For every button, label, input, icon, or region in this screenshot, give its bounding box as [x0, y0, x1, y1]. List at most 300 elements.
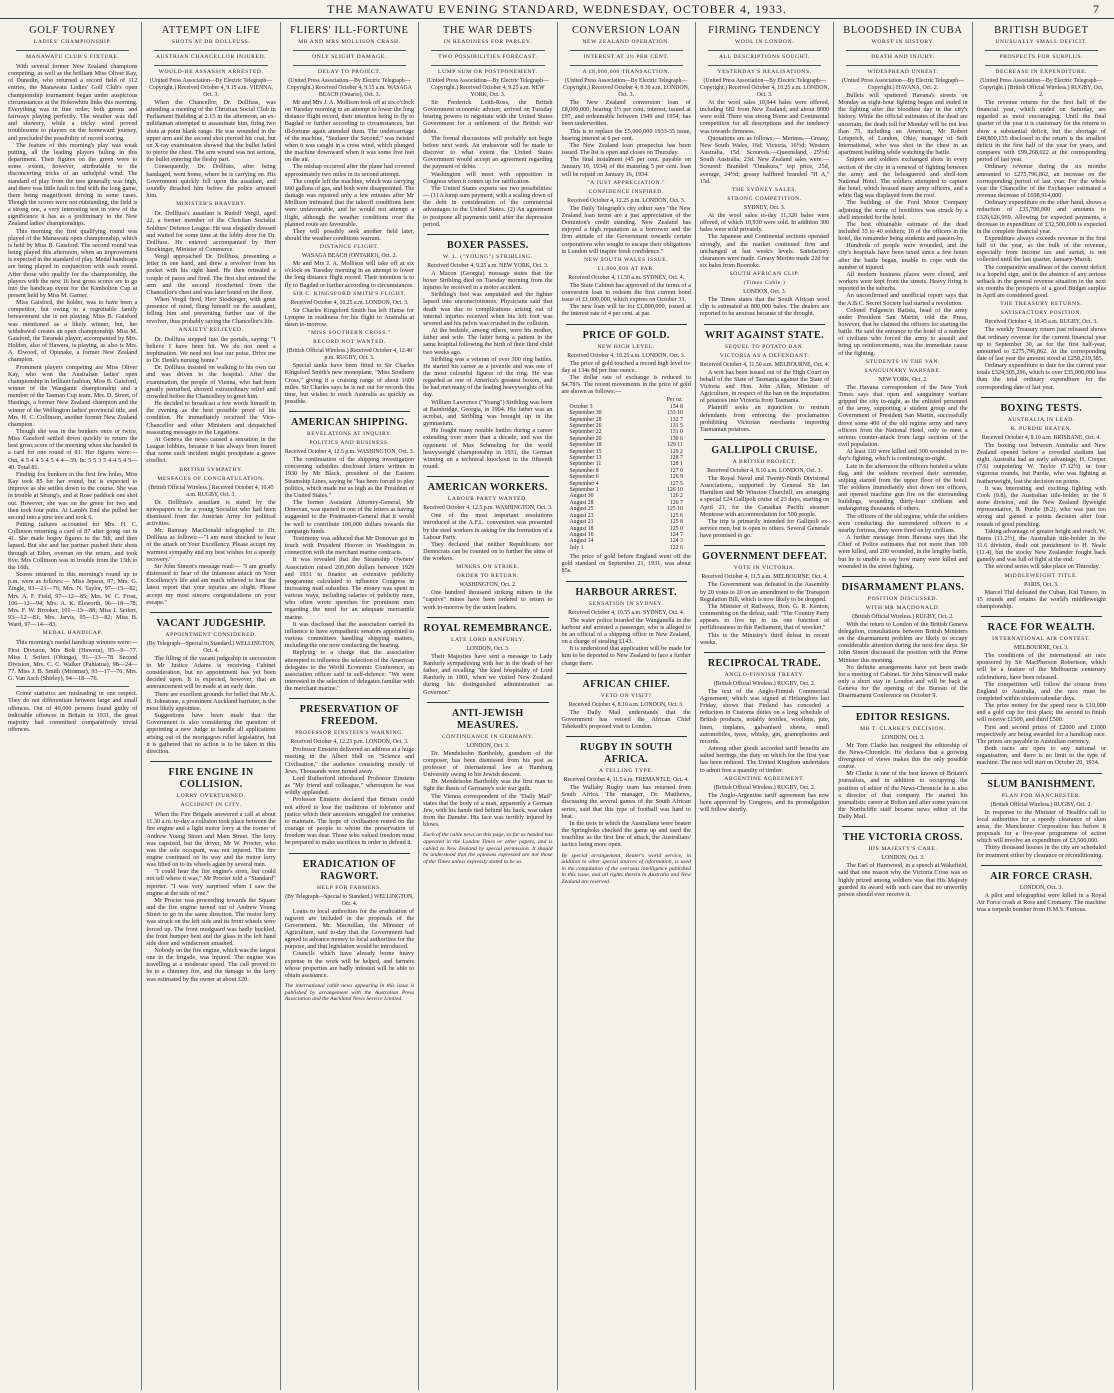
column-fliers [281, 22, 419, 1390]
table-cell-price: 130 6 [669, 435, 683, 442]
table-cell-date: September 8 [569, 467, 599, 474]
paragraph: Testimony was adduced that Mr Donovan got in touch with President Hoover in Washington in connection with the merchant marine contracts. [284, 534, 415, 557]
paragraph: Mr. Ramsay MacDonald telegraphed to Dr. Dollfuss as follows:—"I am most shocked to hear of the attack on Your Excellency. Please accept my warmest sympathy and my best wishes for a speedy recovery." [146, 527, 276, 563]
subhead: TWO POSSIBILITIES FORECAST. [438, 54, 538, 60]
table-cell-date: August 28 [569, 499, 594, 506]
subhead: BRITISH SYMPATHY. [179, 466, 243, 473]
table-cell-date: August 14 [569, 538, 594, 545]
paragraph: An unconfirmed and unofficial report says that the A.B.C. Secret Society had started a revolution. [838, 292, 968, 307]
divider [570, 65, 683, 66]
divider [566, 673, 687, 674]
subhead: WORST IN HISTORY. [871, 39, 935, 45]
paragraph: Prominent players competing are Miss Oliver Kay, who won the Australian ladies' open championship in brilliant fashion, Miss B. Gaisford, winner of the Wanganui championship and a member of the Tasman Cup team, Mrs. D. Street, of Hastings, a former New Zealand champion and the winner of the Wellington ladies' provincial title, and Mrs. H. C. Collinson, another former New Zealand champion. [8, 363, 138, 428]
paragraph: At Geneva the news caused a sensation in the League lobbies, because it has always been feared that some such incident might precipitate a grave conflict. [146, 435, 276, 465]
divider [842, 826, 963, 827]
dateline: NEW YORK, Oct. 2. [878, 376, 928, 383]
headline-price-of-gold: PRICE OF GOLD. [582, 329, 670, 341]
dateline: SYDNEY, Oct. 3. [743, 204, 786, 211]
headline-victoria-cross: THE VICTORIA CROSS. [843, 832, 963, 844]
headline-disarmament-plans: DISARMAMENT PLANS. [841, 581, 965, 593]
subhead: NEW SOUTH WALES ISSUE. [584, 256, 669, 263]
subhead: NEW ZEALAND OPERATION. [582, 39, 670, 45]
table-cell-price: 125 8 [669, 519, 683, 526]
subhead: SANGUINARY WARFARE. [864, 367, 942, 374]
dateline: (By Telegraph—Special to Standard.) WELLINGTON, Oct. 4. [285, 893, 414, 907]
table-header: Per oz. [666, 397, 683, 404]
divider [289, 853, 410, 854]
headline-government-defeat: GOVERNMENT DEFEAT. [702, 551, 828, 563]
divider [566, 581, 687, 582]
divider [154, 50, 267, 51]
subhead: HIS MAJESTY'S CARE. [868, 846, 938, 853]
subhead: PROFESSOR EINSTEIN'S WARNING. [295, 730, 404, 737]
paragraph: The Havana correspondent of the New York Times says that open and sanguinary warfare gripped the city to-night, as the enlisted personnel of the army, supporting a student group and the Government of President San Martin, successfully drove some 400 of the old regime army and navy officers from the National Hotel, only to meet a serious counter-attack from large sections of the civil population. [838, 383, 968, 449]
table-cell-date: October 3 [569, 403, 593, 410]
table-cell-price: 134 8 [669, 403, 683, 410]
table-cell-price: 129 2 [669, 448, 683, 455]
subhead: DECREASE IN EXPENDITURE. [995, 69, 1088, 75]
subhead: PLAN FOR MANCHESTER. [1001, 792, 1082, 799]
paragraph: One hundred thousand striking miners in the "captive" mines have been ordered to return to work to-morrow by the union leaders. [423, 589, 553, 611]
paragraph: The Anglo-Argentine tariff agreement has now been approved by Congress, and its promulgation will follow shortly. [699, 791, 830, 813]
divider [981, 397, 1102, 398]
table-cell-date: September 22 [569, 429, 602, 436]
paragraph: At the wool sales 10,944 bales were offered, including 682 from New Zealand, and about 8000 were sold. There was strong Home and Continental competition for all descriptions and the tendency was towards firmness. [699, 99, 830, 135]
subhead: AUSTRALIA IN LEAD. [1007, 416, 1075, 423]
headline-writ-against-state: WRIT AGAINST STATE. [705, 329, 824, 341]
paragraph: The Government was defeated in the Assembly by 20 votes to 20 on an amendment to the Transport Regulation Bill, which is now likely to be dropped. [699, 581, 830, 603]
footnote: Each of the cable news on this page, so far as headed has appeared in the London Times or other papers, and is cabled to New Zealand by special permission. It should be understood that the opinions expressed are not those of the Times unless expressly stated to be so. [423, 832, 553, 865]
divider [708, 50, 821, 51]
table-cell-date: September 30 [569, 410, 602, 417]
column-dollfuss [142, 22, 280, 1390]
divider [846, 50, 959, 51]
paragraph: It was disclosed that the association carried its influence to have sympathetic senators appointed to various committees handling shipping matters, including the one now conducting the hearing. [284, 620, 415, 650]
subhead: SOUTH AFRICAN CLIP. [729, 271, 800, 278]
subhead: WOULD-BE ASSASSIN ARRESTED. [158, 69, 264, 75]
table-cell-date: September 13 [569, 455, 602, 462]
paragraph: The feature of this morning's play was weak putting, all the leading players failing in this department. Their figures on the green were to some extent, however, attributable to the disconcerting tricks of an unhelpful wind. The standard of play from the tees generally was high, and there was little fault to find with the long game, there being magnificent driving in some cases. Though the scores were not outstanding, the field is a strong one, a very interesting test in view of the significance it has as a preliminary to the New Zealand ladies' championships. [8, 141, 138, 228]
table-cell-date: September 11 [569, 461, 602, 468]
headline-anti-jewish-measures: ANTI-JEWISH MEASURES. [451, 707, 524, 731]
subhead: ANGLO-FINNISH TREATY. [724, 671, 805, 678]
dateline: (United Press Association—By Electric Telegraph—Copyright.) Received October 4, 9.15 a.m. WASAGA BEACH (Ontario), Oct. 3. [286, 78, 412, 98]
paragraph: In response to the Minister of Health's call to local authorities for a speedy clearance of slum areas, the Manchester Corporation has before it proposals for a five-year programme of action which will involve an expenditure of £3,500,000. [976, 808, 1106, 845]
paragraph: Dr. Mendelsohn Bartholdy was the first man to fight the thesis of Germany's sole war guilt. [423, 778, 553, 793]
subhead: PROSPECTS FOR SURPLUS. [999, 54, 1084, 60]
dateline: (British Official Wireless.) RUGBY, Oct. 2. [713, 784, 816, 791]
dateline: Received October 4, 10.25 a.m. LONDON, Oct. 3. [567, 352, 686, 359]
table-cell-price: 125 10 [666, 506, 683, 513]
paragraph: Both races are open to any national or organisation, and there is no limit to the type of machine. The race will start on October 20, 1934. [976, 745, 1106, 767]
paragraph: When the Chancellor, Dr. Dollfuss, was attending a meeting of the Christian Social Club in Parliament Building at 2.15 in the afternoon, an ex-militiaman attempted to assassinate him, firing two shots at point blank range. He was wounded in the upper arm and the second shot pierced his coat, but on X-ray examination showed that the bullet failed to pierce the chest. The arm wound was not serious, the bullet entering the fleshy part. [146, 99, 276, 164]
dateline: Received October 4, 9.25 a.m. NEW YORK, Oct. 3. [427, 262, 549, 269]
subhead: UNUSUALLY SMALL DEFICIT. [995, 39, 1088, 45]
divider [704, 324, 825, 325]
divider [704, 439, 825, 440]
headline-fire-engine: FIRE ENGINE IN COLLISION. [168, 767, 254, 791]
subhead: VICTORIA AS A DEFENDANT. [719, 352, 810, 359]
table-cell-date: September 15 [569, 448, 602, 455]
subhead: MINISTER'S BRAVERY. [176, 201, 246, 208]
headline-ragwort: ERADICATION OF RAGWORT. [302, 858, 397, 882]
dateline: (British Official Wireless.) Received October 4, 12.40 p.m. RUGBY, Oct. 3. [286, 348, 413, 362]
dateline: LONDON, Oct. 3. [466, 742, 510, 749]
subhead: THE SYDNEY SALES. [732, 186, 797, 193]
paragraph: Scores returned in this morning's round up to p.m. were as follows:— Miss Jepson, 97; Mrs. G. Zingle, 93—21—76; Mrs. N. Taylor, 97—15—82; Mrs. A. F. Field, 97—12—85; Mrs. W. C. Frost, 106—12—94; Mrs. A. K. Elsworth, 96—18—78; Mrs. F. W. Brooker, 101—13—88; Miss I. Seifert, 93—12—81; Mrs. Jarvis, 95—13—82; Miss B. Ward, 97—14—83. [8, 571, 138, 629]
subhead: WIDESPREAD UNREST. [867, 69, 939, 75]
subhead: ALL DESCRIPTIONS SOUGHT. [719, 54, 811, 60]
divider [289, 698, 410, 699]
paragraph: Consequently, Dr. Dollfuss, after being bandaged, went home, where he is carrying on. His Government quickly fell upon the assailant, and soundly thrashed him before the police arrested him. [146, 163, 276, 200]
paragraph: The Royal Naval and Twenty-Ninth Divisional Associations, supported by General Sir Ian Hamilton and Mr Winston Churchill, are arranging a special £24 Gallipoli cruise of 23 days, starting on April 21, for the Canadian Pacific steamer Montrose with accommodation for 500 people. [699, 475, 830, 518]
paragraph: This morning's medal handicap winners were:— First Division, Mrs Bolt (Hawera), 95—9—77. Miss I. Seifert (Ohinga), 91—13—78. Second Division, Mrs. C. C. Walker (Pahiatua), 98—24—77. Miss J. B. Smith (Miramar), 93—17—76. Mrs. G. Van Asch (Shirley), 94—18—76. [8, 639, 138, 683]
paragraph: The filling of the vacant judgeship in succession to Mr Justice Adams is receiving Cabinet consideration, but no appointment has yet been decided upon. It is expected, however, that an announcement will be made at an early date. [146, 654, 276, 691]
headline-boxer-passes: BOXER PASSES. [446, 239, 529, 251]
subhead: WITH MR MACDONALD. [865, 604, 941, 611]
paragraph: The Earl of Harewood, in a speech at Wakefield, said that one reason why the Victoria Cross was so highly prized among soldiers was that His Majesty guarded its award with such care that no unworthy person should ever receive it. [838, 862, 968, 898]
headline-preservation-of-freedom: PRESERVATION OF FREEDOM. [299, 704, 400, 728]
subhead: MANAWATU CLUB'S FIXTURE. [25, 54, 120, 60]
paragraph: The Wallaby Rugby team has returned from South Africa. The manager, Dr. Matthews, discussing the several games of the South African series, said that this type of football was hard to beat. [561, 784, 691, 820]
paragraph: This is to replace the £5,000,000 1933-35 issue, bearing interest at 6 per cent. [561, 127, 691, 142]
headline-firming-tendency: FIRMING TENDENCY [708, 25, 822, 36]
paragraph: With the return to London of the British Geneva delegation, consultations between British Ministers on the disarmament problem are likely to occupy considerable attention during the next few days. Sir John Simon discussed the position with the Prime Minister this morning. [838, 620, 968, 664]
paragraph: The State Cabinet has approved of the terms of a conversion loan to redeem the first current bond issue of £1,000,000, which expires on October 31. [561, 281, 691, 304]
paragraph: When the Fire Brigade answered a call at about 11.30 a.m. to-day a collision took place between the fire engine and a light motor lorry at the corner of Andrew Young Street and Main Street. The lorry was capsized, but the driver, Mr W. Procter, who was the sole occupant, was not injured. The fire engine continued on its way and the motor lorry was lifted on to its wheels again by several men. [146, 811, 276, 869]
divider [150, 761, 271, 762]
paragraph: Sir John Simon's message read:— "I am greatly distressed to hear of the infamous attack on Your Excellency's life and am much relieved to hear the latest report that your injuries are slight. Please accept my most sincere congratulations on your escape." [146, 562, 276, 606]
subhead: CONTINUANCE IN GERMANY. [441, 733, 534, 740]
divider [293, 50, 406, 51]
paragraph: Nobody on the fire engine, which was the largest one in the brigade, was injured. The engine was travelling at a moderate speed. The call proved to be to a chimney fire, and the damage to the lorry was estimated by the owner at about £20. [146, 947, 276, 983]
dateline: Received October 4, 11.50 a.m. SYDNEY, Oct. 4. [568, 274, 685, 281]
paragraph: Mr Clarke is one of the best known of Britain's journalists, and in addition to occupying the position of editor of the News-Chronicle he is also a director of that company. He started his journalistic career at Bolton and after some years on the Northcliffe staff became news editor of the Daily Mail. [838, 770, 968, 821]
divider [16, 50, 129, 51]
divider [566, 324, 687, 325]
paragraph: The dollar rate of exchange is reduced to $4.78⅞. The recent movements in the price of gold are shown as follows:— [561, 373, 691, 396]
divider [431, 65, 544, 66]
subhead: MESSAGES OF CONGRATULATION. [157, 475, 265, 482]
table-cell-price: 126 7 [669, 499, 683, 506]
paragraph: This morning the first qualifying round was played of the Manawatu open championship, which is held by Miss B. Gaisford. The second round was being played this afternoon, when an improvement is expected in the standard of play. Medal handicaps are being played in conjunction with each round. After those who qualify for the championship, the players with the next 16 best gross scores are to go into the handicap event for the Kimbolton Cup at present held by Miss M. Garner. [8, 227, 138, 299]
subhead: MR AND MRS MOLLISON CRASH. [298, 39, 401, 45]
paragraph: Professor Einstein delivered an address at a huge meeting in the Albert Hall on "Science and Civilisation," the audience consisting mostly of Jews. Thousands were turned away. [284, 746, 415, 775]
paragraph: Snipers and soldiers exchanged shots in every section of the city in a renewal of fighting between the army and the beleaguered and shell-torn National Hotel. The soldiers attempted to capture the hotel, which housed many army officers, and a white flag was displayed from the roof. [838, 156, 968, 200]
paragraph: Taking advantage of greater height and reach, W. Burns (11.2½), the Australian title-holder in the 11.6 division, dealt out punishment to H. Neale (11.4), but the stocky New Zealander fought back gamely and was full of fight at the end. [976, 527, 1106, 564]
paragraph: Mr and Mrs J. A. Mollison will take off at six o'clock on Tuesday morning in an attempt to lower the long distance flight record. Their intention is to fly to Bagdad or further according to circumstances. [284, 260, 415, 289]
dateline: Received October 4, 10.55 a.m. SYDNEY, Oct. 4. [568, 609, 685, 616]
dateline: Received October 4, 12.5 p.m. WASHINGTON, Oct. 3. [284, 449, 415, 456]
paragraph: Quotations are as follows:— Merinos.—Greasy, New South Wales, 16d; Victoria, 16½d; Western Australia, 15d. Scoureds.—Queensland, 25½d; South Australia, 23d. New Zealand sales were:—Scoured: Branded "Omakura," top price, 25d, average, 24½d; greasy halfbred branded "H A," 15d. [699, 134, 830, 185]
subhead: DELAY TO PROJECT. [317, 69, 381, 75]
subhead: NEW HIGH LEVEL. [597, 343, 655, 350]
masthead [0, 0, 1114, 19]
paragraph: Colonel Fulgencio Batista, head of the army under President San Martin, told the Press, however, that he claimed the officers for starting the battle. He said the entrance to the hotel of a number of civilians who forced the army to assault and bring up reinforcements, was the immediate cause of the fighting. [838, 306, 968, 357]
table-cell-price: 126 10 [666, 487, 683, 494]
table-cell-date: August 21 [569, 519, 594, 526]
headline-race-for-wealth: RACE FOR WEALTH. [987, 622, 1095, 634]
subhead: INTEREST AT 3½ PER CENT. [583, 54, 669, 60]
paragraph: One of the most important resolutions introduced at the A.F.L. convention was presented by the steel workers in asking for the formation of a Labour Party. [423, 512, 553, 541]
paragraph: The new loan will be for £1,000,000, issued at the interest rate of 4 per cent. at par. [561, 303, 691, 318]
column-golf [4, 22, 142, 1390]
subhead: LUMP SUM OR POSTPONEMENT. [438, 69, 538, 75]
divider [981, 616, 1102, 617]
paragraph: Stribling's foot was amputated and the fighter lapsed into unconsciousness. Physicians said that death was due to complications arising out of internal injuries received when his left foot was severed and his pelvis was crushed in the collision. [423, 291, 553, 327]
divider [570, 50, 683, 51]
table-cell-price: 129 11 [667, 442, 683, 449]
dateline: Received October 4, 8.10 a.m. BRISBANE, Oct. 4. [981, 434, 1101, 441]
paragraph: The Times states that the South African wool clip is estimated at 800,000 bales. The dealers are reported to be anxious because of the drought. [699, 296, 830, 318]
dateline: Received October 4, 11.5 a.m. FREMANTLE, Oct. 4. [563, 777, 689, 784]
table-cell-price: 127 5 [669, 480, 683, 487]
divider [427, 476, 548, 477]
paragraph: The water police boarded the Wanganella in the harbour and arrested a passenger, who is alleged to be an official of a shipping office in New Zealand, on a charge of stealing £143. [561, 616, 691, 646]
subhead: ACCIDENT IN CITY. [180, 802, 242, 809]
table-cell-price: 131 0 [669, 429, 683, 436]
dateline: (United Press Association—By Electric Telegraph—Copyright.) (British Official Wireless.) RUGBY, Oct. 2. [979, 78, 1104, 98]
column-conversion-loan [558, 22, 696, 1390]
paragraph: At the bedside, among others, were his mother, father and wife. The latter being a patient in the same hospital following the birth of their third child two weeks ago. [423, 327, 553, 356]
paragraph: Putting failures accounted for Mrs. H. C. Collinson returning a card of 87 after going out in 41. She made bogey figures to the 5th, and then lapsed. But she and her partner pushed their shots through at Eden, overran on the return, and took five. Mrs Collinson was in trouble from the 13th to the 16th. [8, 521, 138, 571]
subhead: REVELATIONS AT INQUIRY. [306, 431, 392, 438]
paragraph: Hundreds of people were wounded, and the city's hospitals have been taxed since a few hours after the battle began, unable to cope with the number of injured. [838, 242, 968, 271]
paragraph: Marcel Thil defeated the Cuban, Kid Tunero, in 15 rounds and retains the world's middleweight championship. [976, 588, 1106, 610]
dateline: Received October 4, 12.25 p.m. LONDON, Oct. 3. [290, 739, 409, 746]
table-cell-date: September 26 [569, 423, 602, 429]
paragraph: In the tests in which the Australians were beaten the Springboks checked the game up and used the touchline as the first line of attack, the Australians' tactics being more open. [561, 819, 691, 849]
dateline: (United Press Association—By Electric Telegraph—Copyright.) Received October 4, 9.15 a.m. VIENNA, Oct. 3. [149, 78, 273, 98]
divider [150, 612, 271, 613]
paragraph: The comparative smallness of the current deficit is a hopeful sign, and in the absence of any serious setback in the general revenue situation in the next six months the prospects of a good Budget surplus in April are considered good. [976, 263, 1106, 300]
subhead: SHOTS AT DR DOLLFUSS. [171, 39, 251, 45]
dateline: LONDON, Oct. 3. [881, 734, 925, 741]
paragraph: The United States experts see two possibilities:— (1) A lump sum payment, with a scaling down of the debt in consideration of the commercial advantages to the United States. (2) An agreement to postpone all payments until after the depression period. [423, 184, 553, 228]
dateline: LONDON, Oct. 3. [881, 855, 925, 862]
paragraph: A Macon (Georgia) message states that the boxer Stribling died on Tuesday morning from the injuries he received in a motor accident. [423, 269, 553, 292]
paragraph: Mr Tom Clarke has resigned the editorship of the News-Chronicle. He declares that a growing divergence of views makes this the only possible course. [838, 741, 968, 771]
paragraph: The officers of the old regime, while the soldiers were conducting the surrendered officers to a nearby fortress, they were fired on by civilians. [838, 512, 968, 534]
table-cell-date: August 18 [569, 525, 594, 532]
paragraph: The competition will follow the course from England to Australia, and the race must be completed within sixteen calendar days. [976, 680, 1106, 702]
divider [16, 686, 129, 687]
paragraph: Bullets will spattered Havana's streets on Monday as eight-hour fighting began and ended in the fighting after the bloodiest day in the city's history. While the official estimates of the dead are uncertain, the death toll for Monday will be not less than 75, including an American, Mr Robert Lotspeich, of London, Ohio, manager of Seth International, who was shot in the chest in an apartment building while watching the battle. [838, 92, 968, 157]
subhead: SEQUEL TO POTATO BAN. [724, 343, 805, 350]
subhead: R. PURDIE BEATEN. [1010, 425, 1072, 432]
paragraph: Dr. Dollfuss's assailant is stated by the newspapers to be a young Socialist who had been dismissed from the Austrian Army for political activities. [146, 498, 276, 527]
subhead: ORDER TO RETURN. [456, 573, 519, 580]
table-cell-date: September 4 [569, 480, 599, 487]
paragraph: It was interesting and exciting fighting with Cook (9.8), the Australian title-holder, in the 9 stone division, and the New Zealand flyweight representative, R. Purdie (8.2), who was just too strong and gained a points decision after four rounds of good punching. [976, 484, 1106, 528]
table-cell-date: September 28 [569, 416, 602, 423]
headline-african-chief: AFRICAN CHIEF. [582, 678, 670, 690]
headline-american-workers: AMERICAN WORKERS. [427, 482, 548, 494]
divider [981, 865, 1102, 866]
paragraph: Expenditure always exceeds revenue in the first half of the year, as the bulk of the revenue, especially from income tax and surtax, is not collected until the last quarter, January-March. [976, 234, 1106, 264]
paragraph: Washington will meet with opposition in Congress when it comes up for ratification. [423, 170, 553, 185]
divider [427, 617, 548, 618]
subhead: A TELLING TYPE. [599, 768, 654, 775]
divider [704, 652, 825, 653]
paragraph: The final instalment (45 per cent. payable on January 10, 1934) of the maturing 5 per cent. loan will be repaid on January 16, 1934. [561, 156, 691, 178]
divider [708, 65, 821, 66]
subhead: "MISS SOUTHERN CROSS." [308, 330, 391, 337]
paragraph: At the wool sales to-day 11,320 bales were offered, of which 10,930 were sold. In addition 300 bales were sold privately. [699, 211, 830, 234]
subhead: VETO ON VISIT? [600, 692, 652, 699]
paragraph: They will possibly seek another field later, should the weather conditions warrant. [284, 227, 415, 242]
paragraph: Crime statistics are misleading in one respect. They do not differentiate between large and small offences. Out of 40,000 persons found guilty of indictable offences in Britain in 1931, the great majority had committed comparatively trivial offences. [8, 690, 138, 734]
subhead: VOTE IN VICTORIA. [733, 565, 796, 572]
dateline: (United Press Association—By Electric Telegraph—Copyright.) HAVANA, Oct. 2. [841, 78, 965, 91]
dateline: Received October 4, 11.50 a.m. MELBOURNE, Oct. 4. [699, 361, 830, 368]
dateline: Received October 4, 8.10 a.m. LONDON, Oct. 3. [568, 701, 684, 708]
paragraph: Vergil approached Dr. Dollfuss, presenting a letter in one hand, and drew a revolver from his pocket with his right hand. He then retreated a couple of paces and fired. The first shot entered the arm and the second ricochetted from the Chancellor's chest and was later found on the floor. [146, 253, 276, 296]
paragraph: The Minister of Railways, Hon. G. R. Kenton, commenting on the defeat, said: "The Country Party appears to live up to its one function of perfidiousness in this Parliament; that of wrecker." [699, 602, 830, 632]
dateline: (United Press Association—By Electric Telegraph—Copyright.) Received October 4, 9.25 a.m. NEW YORK, Oct. 3. [426, 78, 549, 98]
paragraph: At least 110 were killed and 300 wounded in to-day's fighting, which is continuing to-night. [838, 448, 968, 463]
dateline: Received October 4, 10.25 a.m. LONDON, Oct. 3. [290, 299, 409, 306]
paragraph: The revenue returns for the first half of the financial year, which ended on Saturday, are regarded as most encouraging. Until the final quarter of the year it is customary for the returns to show a substantial deficit, but the shortage of £48,800,155 disclosed in the return is the smallest deficit in the first half of the year for years, and compares with £99,268,022 at the corresponding period of last year. [976, 99, 1106, 164]
headline-conversion-loan: CONVERSION LOAN [571, 25, 681, 36]
subhead: RECORD NOT WANTED. [313, 339, 386, 346]
subhead: MR T. CLARKE'S DECISION. [860, 725, 946, 732]
subhead: (Times Cable.) [743, 280, 786, 287]
paragraph: William Lawrence ("Young") Stribling was born at Bainbridge, Georgia, in 1904. His father was an acrobat, and Stribling was brought up in the gymnasium. [423, 398, 553, 428]
paragraph: The conditions of the international air race sponsored by Sir MacPherson Robertson, which will be a feature of the Melbourne centenary celebrations, have been released. [976, 652, 1106, 681]
table-cell-price: 122 6 [669, 544, 683, 551]
subhead: AUSTRIAN CHANCELLOR INJURED. [155, 54, 267, 60]
headline-gallipoli-cruise: GALLIPOLI CRUISE. [711, 445, 818, 456]
paragraph: A pilot and telegraphist were killed in a Royal Air Force crash at Ross and Cromarty. The machine was a torpedo bomber from H.M.S. Furious. [976, 891, 1106, 913]
paragraph: The mishap occurred after the plane had covered approximately two miles in its second attempt. [284, 163, 415, 178]
paragraph: Replying to a charge that the association attempted to influence the selection of the American delegates to the World Economic Conference, an association officer said in self-defence: "We were interested in the selection of delegates familiar with the merchant marine." [284, 649, 415, 693]
divider [427, 702, 548, 703]
subhead: MEDAL HANDICAP. [42, 630, 103, 637]
dateline: (British Official Wireless.) Received October 4, 10.45 a.m. RUGBY, Oct. 3. [148, 484, 274, 498]
divider [842, 706, 963, 707]
paragraph: Dr. Dollfuss's assailant is Rudolf Vergil, aged 22, a former member of the Christian Socialist Soldiers' Defence League. He was elegantly dressed and waited for some time at the lobby door for Dr. Dollfuss. He entered accompanied by Herr Stockinger, Minister of Commerce. [146, 210, 276, 253]
paragraph: Miss Gaisford, the holder, was to have been a competitor, but owing to a regrettable family bereavement she is not playing. Miss B. Gaisford was mentioned as a likely winner, but, her withdrawal creates an open championship. Miss M. Gaisford, the Taranaki player, accompanied by Mrs. Holden, also of Hawera, is playing, as also is Mrs. A. Elwood, of Opunake, a former New Zealand champion. [8, 299, 138, 364]
paragraph: Though she was in the bunkers once or twice, Miss Gaisford settled down quickly to return the best gross score of the morning when she handed in a card for one round of 81. Her figures were:— Out, 4 5 4 4 5 4 5 4 4—39. In: 5 5 3 5 4 4 5 4 5—40. Total 81. [8, 427, 138, 471]
table-cell-date: September 20 [569, 435, 602, 442]
table-cell-date: September 18 [569, 442, 602, 449]
paragraph: The price of gold before England went off the gold standard on September 21, 1931, was about 85s. [561, 553, 691, 575]
paragraph: They declared that neither Republicans nor Democrats can be counted on to further the aims of the workers. [423, 540, 553, 563]
paragraph: Mr and Mrs J. A. Mollison took off at six o'clock on Tuesday morning in an attempt to lower the long distance flight record, their intention being to fly to Bagdad or further according to circumstances, but ill-fortune again attended them. The undercarriage of the machine, "Seafarer the Second," was twisted when it was caught in a cross wind, which plunged the machine downward when it was some five feet on the air. [284, 99, 415, 164]
dateline: LONDON, Oct. 3. [743, 289, 787, 296]
dateline: Received October 4, 10.45 a.m. RUGBY, Oct. 3. [984, 319, 1098, 326]
paragraph: Dr. Dollfuss stepped into the portals, saying: "I believe I have been hit. We do not need a trephination. We need not lose our poise. Drive me to Dr. Denk's nursing home." [146, 335, 276, 365]
subhead: DEATH AND INJURY. [871, 54, 935, 60]
table-cell-date: September 6 [569, 474, 599, 481]
paragraph: Special tanks have been fitted to Sir Charles Kingsford Smith's new monoplane, "Miss Southern Cross," giving it a cruising range of about 1600 miles. Sir Charles says he is not out for records this time, but wishes to reach Australia as quickly as possible. [284, 362, 415, 405]
table-cell-price: 124 3 [669, 538, 683, 545]
table-cell-price: 125 6 [669, 512, 683, 519]
paragraph: Councils which have already borne heavy expense in the work will be helped, and farmers whose properties are badly infested will be able to obtain assistance. [284, 950, 415, 979]
dateline: (United Press Association—By Electric Telegraph—Copyright.) Received October 4, 9.30 a.m. LONDON, Oct. 3. [563, 78, 690, 98]
subhead: LORRY OVERTURNED. [176, 793, 246, 800]
headline-air-force-crash: AIR FORCE CRASH. [990, 870, 1093, 882]
subhead: "A JUST APPRECIATION." [587, 179, 666, 186]
table-cell-price: 128 1 [669, 461, 683, 468]
paragraph: First and second prizes of £2000 and £1000 respectively are being awarded for a handicap race. The prizes are payable in Australian currency. [976, 723, 1106, 745]
headline-american-shipping: AMERICAN SHIPPING. [291, 417, 408, 429]
paragraph: Suggestions have been made that the Government is also considering the question of appointing a new Judge to handle all applications arising out of the mortgagors relief legislation, but it is gathered that no action is to be taken in this direction. [146, 712, 276, 755]
gold-price-table [570, 397, 683, 551]
dateline: PARIS, Oct. 3. [1024, 581, 1059, 588]
paragraph: Lord Rutherford introduced Professor Einstein as "My friend and colleague," whereupon he was wildly applauded. [284, 774, 415, 797]
headline-bloodshed-in-cuba: BLOODSHED IN CUBA [843, 25, 963, 36]
paragraph: A further message from Havana says that the Chief of Police estimates that not more than 100 were killed, and 200 wounded, in the lengthy battle, but he is unable to say how many were killed and wounded in the street fighting. [838, 534, 968, 570]
paragraph: It was revealed that the Steamship Owners' Association raised 200,000 dollars between 1929 and 1931 to finance an extensive publicity programme calculated to influence Congress in increasing mail subsidies. The money was spent in various ways, including salaries of publicity men, who often wrote speeches for prominent men regarding the need for an adequate mercantile marine. [284, 556, 415, 621]
paragraph: The text of the Anglo-Finnish Commercial Agreement, which was signed at Helsingfors last Friday, shows that Finland has conceded a reduction in Customs duties on a long schedule of British products, notably textiles, woollens, jute, linen, tinplates, galvanised sheets, small automobiles, tyres, whisky, gin, gramophones and records. [699, 687, 830, 745]
table-cell-price: 126 9 [669, 474, 683, 481]
paragraph: The couple left the machine, which was carrying 660 gallons of gas, and both were disappointed. The damage was repaired only a few minutes after Mr Mollison intimated that the takeoff conditions here were unfavourable, and he would not attempt a flight, although the weather conditions over the planned route are favourable. [284, 177, 415, 228]
paragraph: There are excellent grounds for belief that Mr A. H. Johnstone, a prominent Auckland barrister, is the most likely appointee. [146, 690, 276, 712]
paragraph: He decided to broadcast a few words himself in the evening as the best possible proof of his condition. He immediately received the Vice-Chancellor and other Ministers and despatched reassuring messages to the Legations. [146, 400, 276, 436]
dateline: (British Official Wireless.) RUGBY, Oct. 2. [990, 801, 1092, 808]
table-cell-price: 124 7 [669, 531, 683, 538]
paragraph: This is the Ministry's third defeat in recent weeks. [699, 631, 830, 646]
subhead: HELP FOR FARMERS. [317, 884, 382, 891]
paragraph: Professor Einstein declared that Britain could not afford to lose the traditions of tolerance and justice which their ancestors struggled for centuries to maintain. The hope of civilisation rested on the courage of people to whom the preservation of freedom was dear. Those who valued freedom must be prepared to make sacrifices in order to defend it. [284, 796, 415, 847]
paragraph: The price of gold touched a record high level to-day at 134s 8d per fine ounce. [561, 359, 691, 374]
table-cell-price: 132 7 [669, 416, 683, 423]
paragraph: Late in the afternoon the officers hoisted a white flag, and the soldiers received their surrender, sniping started from the upper floor of the hotel. The soldiers immediately shot down ten officers, and opened machine gun fire on the surrounding buildings, wounding thirty-four civilians and endangering thousands of others. [838, 462, 968, 513]
column-budget [973, 22, 1110, 1390]
headline-harbour-arrest: HARBOUR ARREST. [575, 586, 677, 598]
paragraph: The New Zealand conversion loan of £8,000,000, bearing 3½ per cent. interest, issued at £97, and redeemable between 1949 and 1954, has been underwritten. [561, 99, 691, 128]
divider [846, 65, 959, 66]
paragraph: Dr. Dollfuss insisted on walking to his own car and was driven to the hospital. After the examination, the people of Vienna, who had been greatly perturbed, showed extraordinary relief and crowded before the Chancellery to greet him. [146, 364, 276, 400]
subhead: W. L. ("YOUNG") STRIBLING. [442, 253, 533, 260]
paragraph: Stribling was a veteran of over 300 ring battles. He started his career as a juvenile and was one of the most colourful figures of the ring. He was regarded as one of America's greatest boxers, and he had met many of the leading heavyweights of his day. [423, 355, 553, 399]
paragraph: The New Zealand loan prospectus has been issued. The list is open and closes on Thursday. [561, 141, 691, 157]
divider [981, 773, 1102, 774]
paragraph: When Vergil fired, Herr Stockinger, with great presence of mind, flung himself on the assailant, felling him and preventing further use of the revolver, thus probably saving the Chancellor's life. [146, 296, 276, 325]
table-cell-date: August 25 [569, 506, 594, 513]
paragraph: The former Assistant Attorney-General, Mr Donovan, was quoted in one of the letters as having suggested to the Postmaster-General that it would be well to contribute 100,000 dollars towards the campaign funds. [284, 499, 415, 535]
paragraph: The second series will take place on Thursday. [984, 563, 1100, 571]
paragraph: The formal discussions will probably not begin before next week. An endeavour will be made to discover to what extent the United States Government would accept an agreement regarding the payment of debts. [423, 134, 553, 171]
divider [566, 736, 687, 737]
paragraph: The Japanese and Continental sections operated strongly, and the market continued firm and unchanged at last week's levels. Satisfactory clearances were made. Greasy Merino made 22d for six bales from Boonoke. [699, 233, 830, 269]
divider [427, 234, 548, 235]
dateline: MELBOURNE, Oct. 3. [1014, 645, 1069, 652]
subhead: WOOL IN LONDON. [734, 39, 795, 45]
subhead: THE TREASURY RETURNS. [1000, 301, 1083, 308]
headline-boxing-tests: BOXING TESTS. [1000, 402, 1083, 414]
table-cell-date: August 23 [569, 512, 594, 519]
subhead: DISTANCE FLIGHT. [319, 244, 379, 251]
page-number: 7 [1093, 2, 1100, 16]
table-cell-date: August 16 [569, 531, 594, 538]
subhead: SIR C. KINGSFORD SMITH'S FLIGHT. [292, 290, 406, 297]
subhead: POSITION DISCUSSED. [867, 595, 939, 602]
paragraph: Sir Frederick Leith-Ross, the British Government economic adviser, arrived on Tuesday bearing powers to negotiate with the United States Government for a settlement of the British war debts. [423, 99, 553, 135]
subhead: INTERNATIONAL AIR CONTEST. [992, 636, 1091, 643]
paragraph: The Daily Telegraph's city editor says "the New Zealand loan terms are a just appreciation of the Dominion's credit standing. New Zealand has enjoyed a high reputation as a borrower and the firm attitude of the Government towards certain corporations who sought to escape their obligations in London will inspire fresh confidence." [561, 204, 691, 255]
paragraph: With several former New Zealand champions competing, as well as the brilliant Miss Oliver Kay, of Dunedin, who returned a record field of 112 entries, the Manawatu Ladies' Golf Club's open championship tournament began under auspicious circumstances at the Hokowhitu links this morning. Everything was in fine order, both greens and fairways playing perfectly. The weather was dull and showery, while a tricky wind proved troublesome to players on the homeward journey, and precluded the possibility of record scoring. [8, 63, 138, 142]
headline-fliers: FLIERS' ILL-FORTUNE [290, 25, 409, 36]
dateline: LONDON, Oct. 3. [466, 645, 510, 652]
paragraph: The Daily Mail understands that the Government has vetoed the African Chief Tshekedi's proposed visit to London. [561, 708, 691, 730]
headline-war-debts: THE WAR DEBTS [442, 25, 533, 36]
subhead: YESTERDAY'S REALISATIONS. [717, 69, 812, 75]
footnote: By special arrangement, Reuter's world service, in addition to other special sources of information, is used in the compilation of the overseas intelligence published in this issue, and all rights therein in Australia and New Zealand are reserved. [561, 852, 691, 885]
paragraph: No definite arrangements have yet been made for a meeting of Cabinet. Sir John Simon will make only a short stay in London and will be back at Geneva for the opening of the Bureau of the Disarmament Conference on October 9. [838, 663, 968, 700]
